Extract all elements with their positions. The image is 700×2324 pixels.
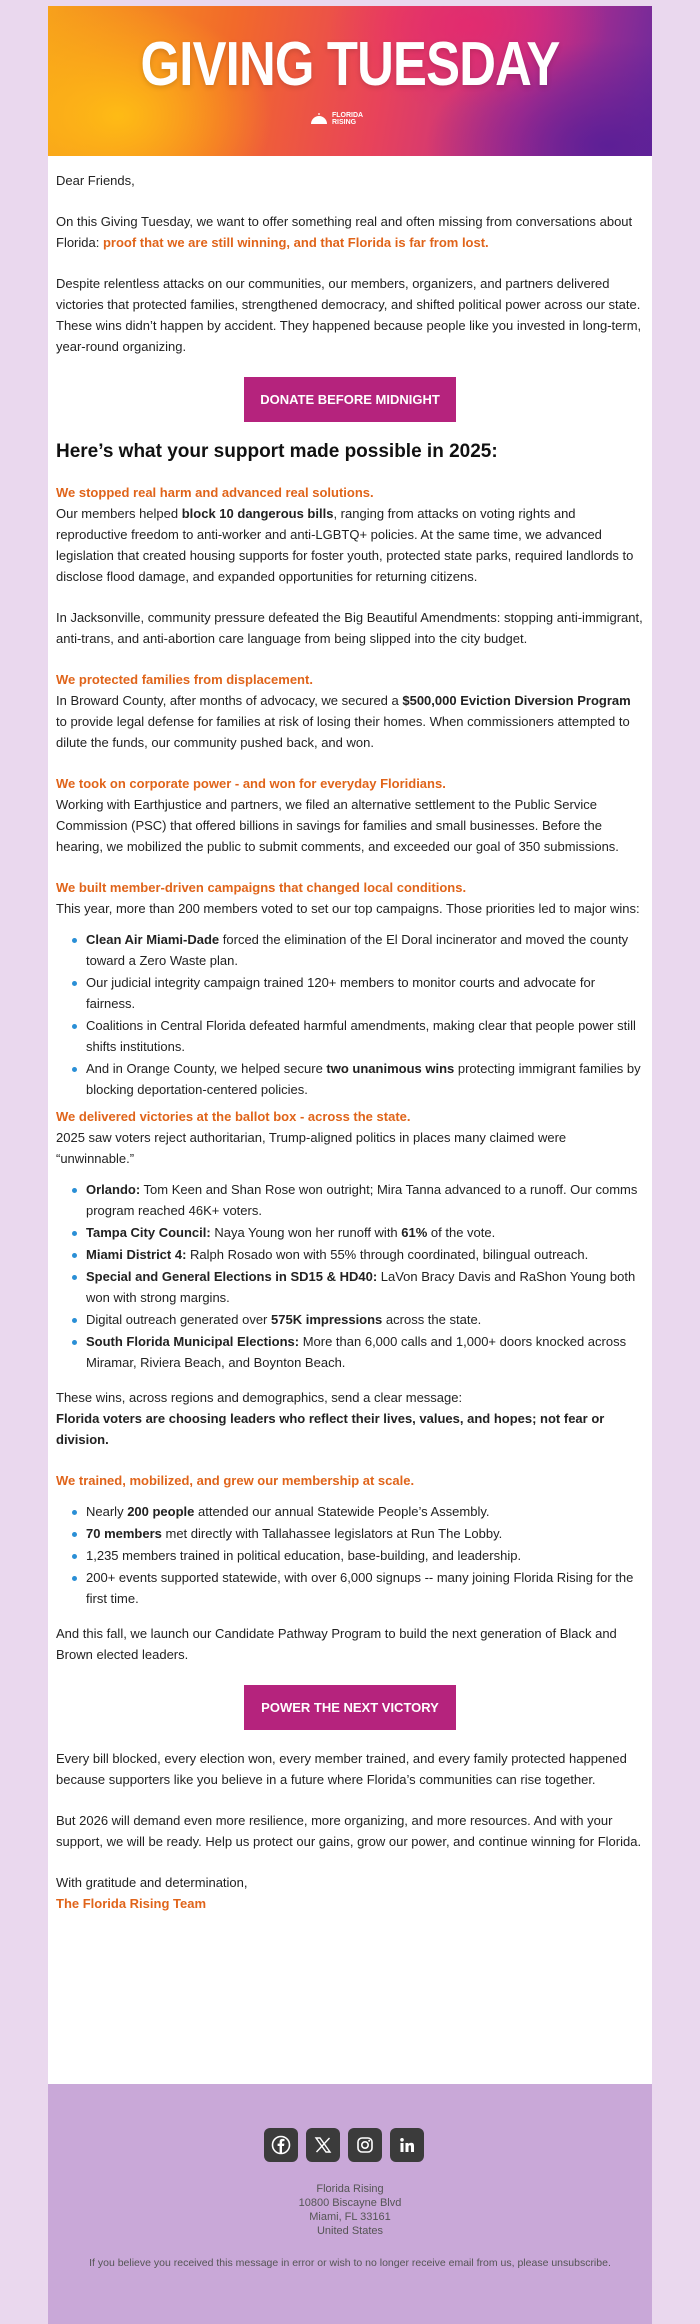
- section-3-heading: We took on corporate power - and won for everyday Floridians.: [56, 776, 446, 791]
- list-item-text: More than 6,000 calls and 1,000+ doors knocked across Miramar, Riviera Beach, and Boynton Beach.: [86, 1334, 627, 1370]
- section-5-text: 2025 saw voters reject authoritarian, Trump-aligned politics in places many claimed were “unwinnable.”: [56, 1130, 567, 1166]
- section-2-bold: $500,000 Eviction Diversion Program: [402, 693, 631, 708]
- list-item: [86, 1545, 644, 1566]
- list-item-text: attended our annual Statewide People’s Assembly.: [194, 1504, 490, 1519]
- x-icon[interactable]: [306, 2128, 340, 2162]
- list-item-text: LaVon Bracy Davis and RaShon Young both won with strong margins.: [86, 1269, 636, 1305]
- logo-line-2: RISING: [332, 119, 357, 126]
- list-item-bold: South Florida Municipal Elections:: [86, 1334, 300, 1349]
- section-3-text: Working with Earthjustice and partners, we filed an alternative settlement to the Public Service Commission (PSC) that offered billions in savings for families and small businesses. Before the hearing, we mobilized the public to submit comments, and exceeded our goal of 350 submissions.: [56, 797, 619, 854]
- list-item-text: Digital outreach generated over: [86, 1312, 272, 1327]
- list-item-text: Coalitions in Central Florida defeated harmful amendments, making clear that people power still shifts institutions.: [86, 1018, 636, 1054]
- linkedin-icon[interactable]: [390, 2128, 424, 2162]
- list-item-bold: Clean Air Miami-Dade: [86, 932, 220, 947]
- list-item-bold: 575K impressions: [271, 1312, 383, 1327]
- list-item-bold: Tampa City Council:: [86, 1225, 211, 1240]
- facebook-icon[interactable]: [264, 2128, 298, 2162]
- intro-paragraph: [56, 211, 644, 253]
- list-item-text: protecting immigrant families by blocking deportation-centered policies.: [86, 1061, 641, 1097]
- sunrise-icon: [310, 113, 328, 125]
- support-heading: Here’s what your support made possible in 2025:: [56, 441, 498, 462]
- list-item: [86, 1058, 644, 1100]
- section-5-closing-bold: Florida voters are choosing leaders who reflect their lives, values, and hopes; not fear or division.: [56, 1411, 605, 1447]
- power-next-victory-button[interactable]: POWER THE NEXT VICTORY: [244, 1685, 456, 1730]
- section-4-list: [56, 929, 644, 1100]
- list-item: [86, 1222, 644, 1243]
- list-item-bold: 200 people: [127, 1504, 195, 1519]
- footer-city: Miami, FL 33161: [309, 2211, 391, 2223]
- email-content: [48, 156, 652, 1914]
- section-2-text: [56, 690, 644, 753]
- donate-button[interactable]: DONATE BEFORE MIDNIGHT: [244, 377, 456, 422]
- list-item: [86, 1331, 644, 1373]
- section-1-text-a: Our members helped: [56, 506, 182, 521]
- list-item: [86, 1015, 644, 1057]
- list-item: [86, 1309, 644, 1330]
- list-item-text: Nearly: [86, 1504, 128, 1519]
- greeting: Dear Friends,: [56, 173, 135, 188]
- instagram-icon[interactable]: [348, 2128, 382, 2162]
- power-button-wrap: [56, 1685, 644, 1730]
- list-item: [86, 929, 644, 971]
- hero-banner: [48, 6, 652, 156]
- list-item-bold: 61%: [401, 1225, 428, 1240]
- email-body: [48, 6, 652, 2324]
- list-item: [86, 1501, 644, 1522]
- section-2-text-c: to provide legal defense for families at risk of losing their homes. When commissioners attempted to dilute the funds, our community pushed back, and won.: [56, 714, 630, 750]
- list-item-text: 200+ events supported statewide, with over 6,000 signups -- many joining Florida Rising for the first time.: [86, 1570, 634, 1606]
- section-2-heading: We protected families from displacement.: [56, 672, 313, 687]
- hero-title: GIVING TUESDAY: [140, 30, 560, 99]
- list-item: [86, 1179, 644, 1221]
- signature: The Florida Rising Team: [56, 1896, 207, 1911]
- intro-text: On this Giving Tuesday, we want to offer something real and often missing from conversations about Florida:: [56, 214, 633, 250]
- section-4-heading: We built member-driven campaigns that changed local conditions.: [56, 880, 467, 895]
- outro-paragraph-1: Every bill blocked, every election won, every member trained, and every family protected happened because supporters like you believe in a future where Florida’s communities can rise together.: [56, 1751, 627, 1787]
- donate-button-wrap: [56, 377, 644, 422]
- social-links: [264, 2128, 424, 2162]
- footer-street: 10800 Biscayne Blvd: [298, 2197, 402, 2209]
- list-item: [86, 1244, 644, 1265]
- footer: [48, 2084, 652, 2324]
- outro-paragraph-2: But 2026 will demand even more resilience, more organizing, and more resources. And with your support, we will be ready. Help us protect our gains, grow our power, and continue winning for Florida.: [56, 1813, 642, 1849]
- list-item-text: Naya Young won her runoff with: [210, 1225, 402, 1240]
- section-5-heading: We delivered victories at the ballot box - across the state.: [56, 1109, 411, 1124]
- list-item-text: Tom Keen and Shan Rose won outright; Mira Tanna advanced to a runoff. Our comms program reached 46K+ voters.: [86, 1182, 638, 1218]
- list-item-text: Ralph Rosado won with 55% through coordinated, bilingual outreach.: [186, 1247, 589, 1262]
- list-item-text: And in Orange County, we helped secure: [86, 1061, 327, 1076]
- intro-highlight: proof that we are still winning, and that Florida is far from lost.: [102, 235, 489, 250]
- list-item: [86, 1567, 644, 1609]
- section-5-list: [56, 1179, 644, 1373]
- footer-org: Florida Rising: [316, 2183, 384, 2195]
- list-item-text: across the state.: [382, 1312, 482, 1327]
- signoff: With gratitude and determination,: [56, 1875, 248, 1890]
- section-1-heading: We stopped real harm and advanced real solutions.: [56, 485, 374, 500]
- list-item-bold: Orlando:: [86, 1182, 141, 1197]
- list-item-text: met directly with Tallahassee legislators at Run The Lobby.: [161, 1526, 503, 1541]
- section-1-text-c: , ranging from attacks on voting rights and reproductive freedom to anti-worker and anti-LGBTQ+ policies. At the same time, we advanced legislation that created housing supports for foster youth, protected state parks, required landlords to disclose flood damage, and expanded opportunities for returning citizens.: [56, 506, 634, 584]
- list-item: [86, 1266, 644, 1308]
- list-item: [86, 1523, 644, 1544]
- list-item-text: of the vote.: [427, 1225, 496, 1240]
- section-1-paragraph-2: In Jacksonville, community pressure defeated the Big Beautiful Amendments: stopping anti-immigrant, anti-trans, and anti-abortion care language from being slipped into the city budget.: [56, 610, 643, 646]
- unsubscribe-text[interactable]: If you believe you received this message in error or wish to no longer receive email from us, please unsubscribe.: [89, 2257, 611, 2269]
- section-4-text: This year, more than 200 members voted to set our top campaigns. Those priorities led to major wins:: [56, 901, 640, 916]
- section-6-closing: And this fall, we launch our Candidate Pathway Program to build the next generation of Black and Brown elected leaders.: [56, 1626, 617, 1662]
- section-1-bold: block 10 dangerous bills: [181, 506, 334, 521]
- section-2-text-a: In Broward County, after months of advocacy, we secured a: [56, 693, 403, 708]
- list-item-bold: two unanimous wins: [326, 1061, 455, 1076]
- footer-address: [48, 2182, 652, 2238]
- list-item-text: Our judicial integrity campaign trained 120+ members to monitor courts and advocate for fairness.: [86, 975, 596, 1011]
- list-item-bold: Special and General Elections in SD15 & HD40:: [86, 1269, 378, 1284]
- list-item-text: 1,235 members trained in political education, base-building, and leadership.: [86, 1548, 522, 1563]
- list-item: [86, 972, 644, 1014]
- section-6-list: [56, 1501, 644, 1609]
- list-item-bold: 70 members: [86, 1526, 162, 1541]
- paragraph-2: Despite relentless attacks on our communities, our members, organizers, and partners delivered victories that protected families, strengthened democracy, and shifted political power across our state. These wins didn’t happen by accident. They happened because people like you invested in long-term, year-round organizing.: [56, 276, 642, 354]
- florida-rising-logo: [310, 112, 363, 126]
- list-item-text: forced the elimination of the El Doral incinerator and moved the county toward a Zero Waste plan.: [86, 932, 629, 968]
- logo-line-1: FLORIDA: [332, 112, 364, 119]
- list-item-bold: Miami District 4:: [86, 1247, 187, 1262]
- section-6-heading: We trained, mobilized, and grew our membership at scale.: [56, 1473, 415, 1488]
- footer-country: United States: [316, 2225, 384, 2237]
- section-1-text: [56, 503, 644, 587]
- section-5-closing: These wins, across regions and demographics, send a clear message:: [56, 1390, 463, 1405]
